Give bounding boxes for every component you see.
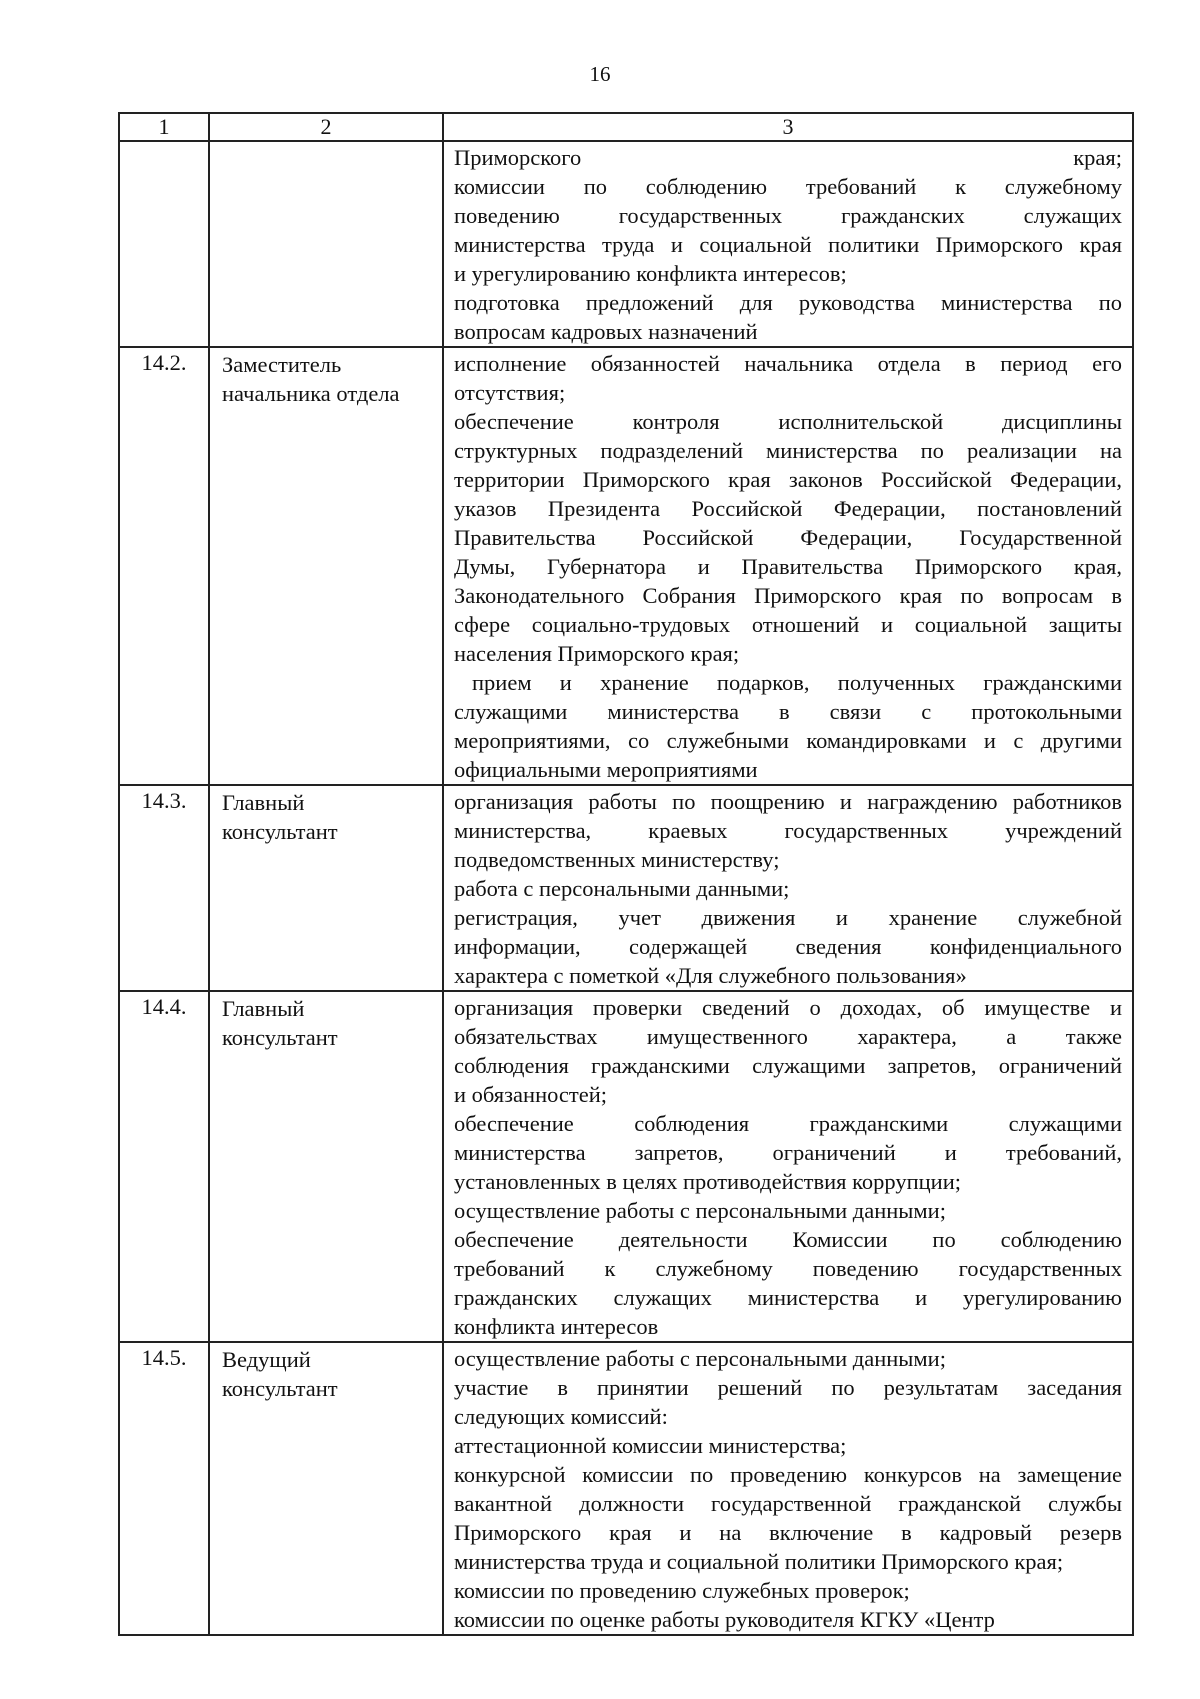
column-header-1: 1 xyxy=(119,113,209,141)
duty-line: населения Приморского края; xyxy=(454,641,740,666)
duty-line: официальными мероприятиями xyxy=(454,757,758,782)
column-header-2: 2 xyxy=(209,113,443,141)
position-title-cell xyxy=(209,991,443,1342)
duty-line: сфере социально-трудовых отношений и социальной защиты xyxy=(454,612,1122,637)
duty-line: прием и хранение подарков, полученных гражданскими xyxy=(472,670,1122,695)
duty-line: участие в принятии решений по результатам заседания xyxy=(454,1375,1122,1400)
duty-line: требований к служебному поведению государственных xyxy=(454,1256,1122,1281)
position-title-cell xyxy=(209,347,443,785)
duties-table xyxy=(118,112,1134,1636)
duty-line: обязательствах имущественного характера, а также xyxy=(454,1024,1122,1049)
duty-line: информации, содержащей сведения конфиденциального xyxy=(454,934,1122,959)
duty-line: подведомственных министерству; xyxy=(454,847,780,872)
duty-line: исполнение обязанностей начальника отдела в период его xyxy=(454,351,1122,376)
duty-line: обеспечение контроля исполнительской дисциплины xyxy=(454,409,1122,434)
duty-line: и урегулированию конфликта интересов; xyxy=(454,261,847,286)
duty-line: установленных в целях противодействия коррупции; xyxy=(454,1169,961,1194)
duty-line: Думы, Губернатора и Правительства Приморского края, xyxy=(454,554,1122,579)
duty-line: подготовка предложений для руководства министерства по xyxy=(454,290,1122,315)
duty-line: министерства труда и социальной политики Приморского края xyxy=(454,232,1122,257)
continuation-duties-cell xyxy=(443,141,1133,347)
duty-line: осуществление работы с персональными данными; xyxy=(454,1198,946,1223)
duty-line: соблюдения гражданскими служащими запретов, ограничений xyxy=(454,1053,1122,1078)
duty-line: служащими министерства в связи с протокольными xyxy=(454,699,1122,724)
row-number: 14.3. xyxy=(119,785,209,991)
table-header-row xyxy=(119,113,1133,141)
duties-cell xyxy=(443,991,1133,1342)
table-row xyxy=(119,785,1133,991)
position-title-line: Ведущий xyxy=(222,1347,311,1372)
row-number: 14.5. xyxy=(119,1342,209,1635)
duty-line: и обязанностей; xyxy=(454,1082,608,1107)
duty-line: указов Президента Российской Федерации, постановлений xyxy=(454,496,1122,521)
row-number: 14.4. xyxy=(119,991,209,1342)
duty-line: конфликта интересов xyxy=(454,1314,659,1339)
duty-line: вакантной должности государственной гражданской службы xyxy=(454,1491,1122,1516)
duty-line: Правительства Российской Федерации, Государственной xyxy=(454,525,1122,550)
duty-line: комиссии по оценке работы руководителя КГКУ «Центр xyxy=(454,1607,995,1632)
duty-line: характера с пометкой «Для служебного пользования» xyxy=(454,963,967,988)
duty-line: организация проверки сведений о доходах, об имуществе и xyxy=(454,995,1122,1020)
duty-line: вопросам кадровых назначений xyxy=(454,319,758,344)
continuation-row xyxy=(119,141,1133,347)
duty-line: комиссии по проведению служебных проверок; xyxy=(454,1578,910,1603)
duty-line: осуществление работы с персональными данными; xyxy=(454,1346,946,1371)
table-row xyxy=(119,991,1133,1342)
duty-line: Приморского края и на включение в кадровый резерв xyxy=(454,1520,1122,1545)
page-number: 16 xyxy=(589,62,611,86)
position-title-line: консультант xyxy=(222,1025,338,1050)
duty-line: поведению государственных гражданских служащих xyxy=(454,203,1122,228)
duty-line: территории Приморского края законов Российской Федерации, xyxy=(454,467,1122,492)
table-row xyxy=(119,347,1133,785)
duty-line: мероприятиями, со служебными командировками и с другими xyxy=(454,728,1122,753)
continuation-number-cell xyxy=(119,141,209,347)
duty-line: обеспечение соблюдения гражданскими служащими xyxy=(454,1111,1122,1136)
position-title-line: Заместитель xyxy=(222,352,342,377)
duty-line: работа с персональными данными; xyxy=(454,876,790,901)
duty-line: регистрация, учет движения и хранение служебной xyxy=(454,905,1122,930)
column-header-3: 3 xyxy=(443,113,1133,141)
duty-line: обеспечение деятельности Комиссии по соблюдению xyxy=(454,1227,1122,1252)
position-title-line: начальника отдела xyxy=(222,381,400,406)
duty-line: комиссии по соблюдению требований к служебному xyxy=(454,174,1122,199)
table-row xyxy=(119,1342,1133,1635)
position-title-cell xyxy=(209,1342,443,1635)
row-number: 14.2. xyxy=(119,347,209,785)
duty-line: конкурсной комиссии по проведению конкурсов на замещение xyxy=(454,1462,1122,1487)
position-title-line: Главный xyxy=(222,790,305,815)
position-title-line: консультант xyxy=(222,819,338,844)
duty-line: организация работы по поощрению и награждению работников xyxy=(454,789,1122,814)
duty-line: следующих комиссий: xyxy=(454,1404,668,1429)
duty-line: министерства запретов, ограничений и требований, xyxy=(454,1140,1122,1165)
duty-line: министерства труда и социальной политики Приморского края; xyxy=(454,1549,1064,1574)
duty-line: гражданских служащих министерства и урегулированию xyxy=(454,1285,1122,1310)
position-title-line: консультант xyxy=(222,1376,338,1401)
duties-cell xyxy=(443,1342,1133,1635)
duty-line: отсутствия; xyxy=(454,380,566,405)
duty-line: министерства, краевых государственных учреждений xyxy=(454,818,1122,843)
duties-cell xyxy=(443,347,1133,785)
continuation-title-cell xyxy=(209,141,443,347)
duty-line: аттестационной комиссии министерства; xyxy=(454,1433,847,1458)
duty-line: Законодательного Собрания Приморского края по вопросам в xyxy=(454,583,1122,608)
duty-line: структурных подразделений министерства по реализации на xyxy=(454,438,1122,463)
duty-line: Приморского края; xyxy=(454,145,1122,170)
position-title-line: Главный xyxy=(222,996,305,1021)
position-title-cell xyxy=(209,785,443,991)
duties-cell xyxy=(443,785,1133,991)
